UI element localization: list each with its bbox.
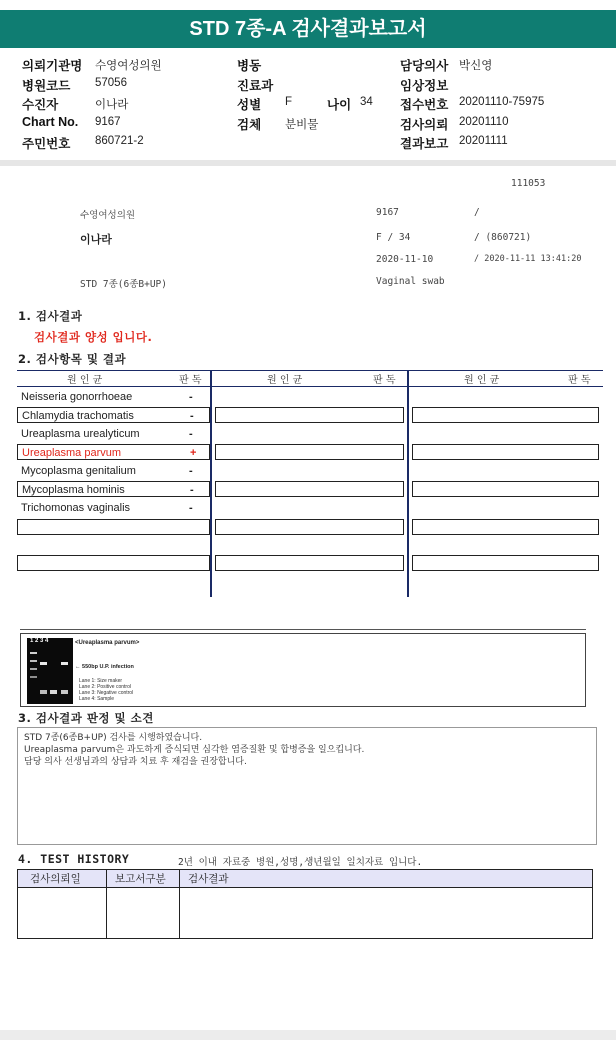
pathogen-result: + (190, 447, 197, 459)
pathogen-name: Trichomonas vaginalis (21, 502, 131, 514)
gel-legend-1: Lane 1: Size maker (79, 678, 123, 684)
section2-heading: 2. 검사항목 및 결과 (18, 352, 127, 366)
empty-cell (17, 555, 210, 571)
report-title: STD 7종-A 검사결과보고서 (0, 10, 616, 48)
opinion-box (17, 727, 597, 845)
report-slash: / (474, 207, 480, 218)
opinion-line: 담당 의사 선생님과의 상담과 치료 후 재검을 권장합니다. (24, 757, 247, 767)
history-col-result: 검사결과 (180, 870, 593, 888)
gel-legend-3: Lane 3: Negative control (79, 690, 134, 696)
history-col-date: 검사의뢰일 (18, 870, 107, 888)
pathogen-result: - (190, 484, 194, 496)
history-header-row (18, 870, 593, 888)
dept-label: 진료과 (237, 79, 274, 93)
gel-image (27, 638, 73, 704)
result-row (17, 426, 210, 442)
patient-label: 수진자 (22, 98, 59, 112)
age-value: 34 (360, 96, 373, 108)
table-header-line (17, 386, 603, 387)
report-specimen: Vaginal swab (376, 276, 445, 287)
age-label: 나이 (327, 98, 352, 112)
gel-title: <Ureaplasma parvum> (75, 640, 140, 646)
report-chart: 9167 (376, 207, 399, 218)
sex-value: F (285, 96, 293, 108)
pathogen-result: - (189, 502, 193, 514)
report-value: 20201111 (459, 135, 508, 147)
history-col-type: 보고서구분 (107, 870, 180, 888)
separator (0, 160, 616, 166)
code-label: 병원코드 (22, 79, 71, 93)
empty-cell (215, 407, 404, 423)
empty-cell (412, 481, 599, 497)
gel-image-panel (20, 633, 586, 707)
rrn-label: 주민번호 (22, 137, 71, 151)
col-judgement-1: 판 독 (179, 375, 202, 386)
chart-value: 9167 (95, 116, 121, 128)
empty-cell (412, 407, 599, 423)
pathogen-name: Ureaplasma parvum (22, 447, 122, 459)
request-value: 20201110 (459, 116, 509, 128)
positive-message: 검사결과 양성 입니다. (34, 330, 153, 344)
ward-label: 병동 (237, 59, 262, 73)
patient-info (0, 52, 616, 156)
report-label: 결과보고 (400, 137, 449, 151)
pathogen-result: - (190, 410, 194, 422)
report-rrn: / (860721) (474, 232, 532, 243)
history-cell (180, 888, 593, 939)
col-pathogen-2: 원 인 균 (267, 375, 303, 386)
col-judgement-2: 판 독 (373, 375, 396, 386)
pathogen-name: Ureaplasma urealyticum (21, 428, 140, 440)
rrn-value: 860721-2 (95, 135, 144, 147)
history-cell (18, 888, 107, 939)
table-divider-1 (210, 370, 212, 597)
pathogen-name: Chlamydia trachomatis (22, 410, 134, 422)
empty-cell (215, 519, 404, 535)
section3-heading: 3. 검사결과 판정 및 소견 (18, 711, 154, 725)
pathogen-name: Neisseria gonorrhoeae (21, 391, 133, 403)
empty-cell (412, 555, 599, 571)
col-pathogen-1: 원 인 균 (67, 375, 103, 386)
empty-cell (215, 481, 404, 497)
history-row (18, 888, 593, 939)
opinion-line: Ureaplasma parvum은 과도하게 증식되면 심각한 염증질환 및 합병증을 일으킵니다. (24, 745, 365, 755)
report-patient: 이나라 (80, 233, 112, 246)
opinion-line: STD 7종(6종B+UP) 검사를 시행하였습니다. (24, 733, 203, 743)
gel-legend-4: Lane 4: Sample (79, 696, 115, 702)
result-row (17, 481, 210, 497)
doctor-label: 담당의사 (400, 59, 449, 73)
history-table (17, 869, 593, 939)
chart-label: Chart No. (22, 115, 79, 129)
report-date-request: 2020-11-10 (376, 254, 434, 265)
clinical-label: 임상정보 (400, 79, 449, 93)
pathogen-result: - (189, 465, 193, 477)
result-row (17, 500, 210, 516)
result-row-positive (17, 444, 210, 460)
table-divider-2 (407, 370, 409, 597)
receipt-value: 20201110-75975 (459, 96, 545, 108)
hospital-label: 의뢰기관명 (22, 59, 83, 73)
history-note: 2년 이내 자료중 병원,성명,생년월일 일치자료 입니다. (178, 857, 423, 868)
gel-band-label: ← 550bp U.P. infection (75, 664, 134, 670)
sex-label: 성별 (237, 98, 262, 112)
result-row (17, 463, 210, 479)
receipt-label: 접수번호 (400, 98, 449, 112)
request-label: 검사의뢰 (400, 118, 449, 132)
pathogen-result: - (189, 391, 193, 403)
pathogen-result: - (189, 428, 193, 440)
history-cell (107, 888, 180, 939)
col-pathogen-3: 원 인 균 (464, 375, 500, 386)
report-hospital: 수영여성의원 (80, 210, 136, 221)
empty-cell (412, 519, 599, 535)
pathogen-name: Mycoplasma genitalium (21, 465, 136, 477)
patient-value: 이나라 (95, 99, 129, 111)
report-sex-age: F / 34 (376, 232, 411, 243)
section4-heading: 4. TEST HISTORY (18, 852, 130, 866)
hospital-value: 수영여성의원 (95, 60, 162, 72)
gel-lanes: 1 2 3 4 (30, 638, 49, 644)
gel-top-line (20, 629, 586, 630)
pathogen-name: Mycoplasma hominis (22, 484, 125, 496)
result-row (17, 407, 210, 423)
empty-cell (215, 555, 404, 571)
code-value: 57056 (95, 77, 127, 89)
section1-heading: 1. 검사결과 (18, 309, 83, 323)
specimen-label: 검체 (237, 118, 262, 132)
gel-legend-2: Lane 2: Positive control (79, 684, 131, 690)
specimen-value: 분비물 (285, 119, 319, 131)
empty-cell (17, 519, 210, 535)
col-judgement-3: 판 독 (568, 375, 591, 386)
table-top-line (17, 370, 603, 371)
result-row (17, 389, 210, 405)
report-date-result: / 2020-11-11 13:41:20 (474, 254, 582, 264)
empty-cell (412, 444, 599, 460)
bottom-bar (0, 1030, 616, 1040)
report-number: 111053 (511, 178, 546, 189)
empty-cell (215, 444, 404, 460)
report-test-name: STD 7종(6종B+UP) (80, 279, 167, 290)
doctor-value: 박신영 (459, 60, 493, 72)
